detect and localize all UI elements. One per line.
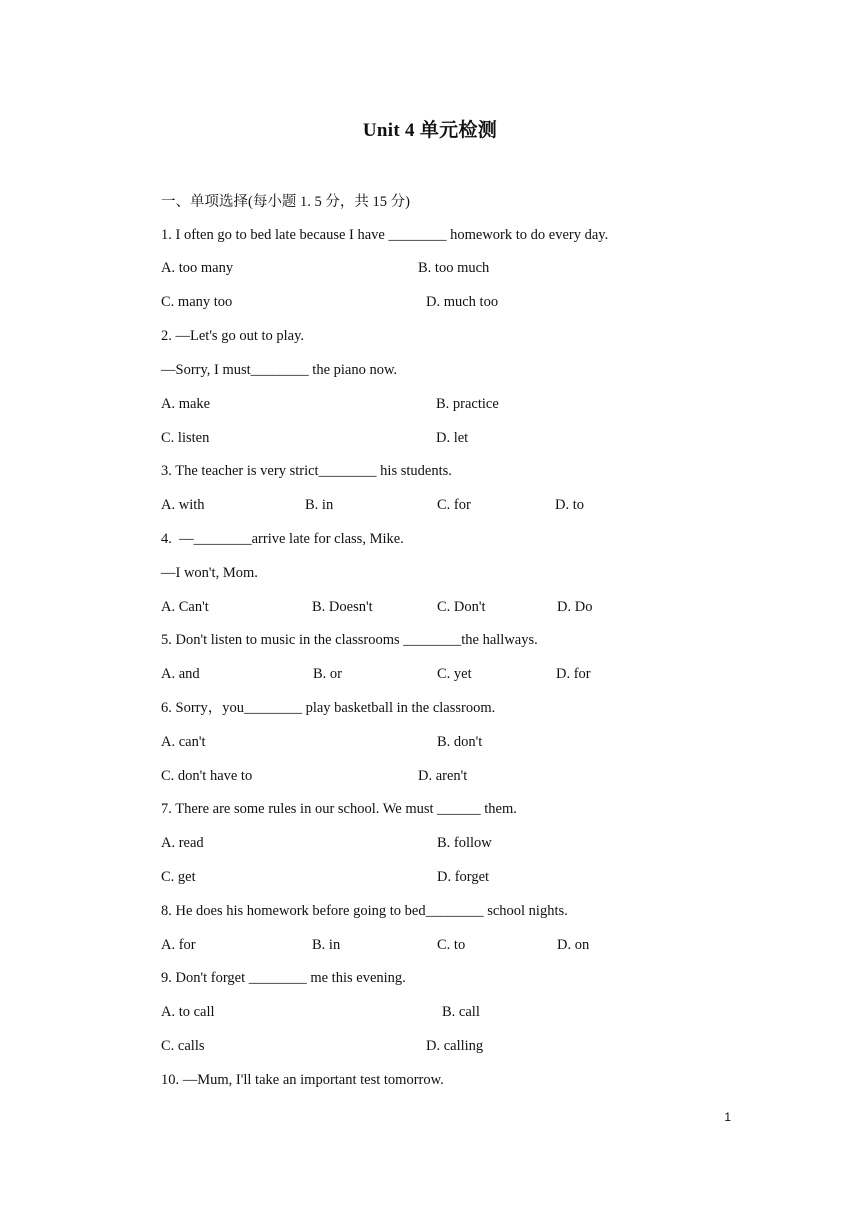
option-a: A. can't bbox=[161, 734, 206, 750]
option-d: D. let bbox=[436, 430, 469, 446]
option-a: A. make bbox=[161, 396, 211, 412]
option-c: C. to bbox=[437, 937, 466, 953]
section-heading: 一、单项选择(每小题 1. 5 分，共 15 分) bbox=[161, 194, 410, 210]
option-d: D. aren't bbox=[418, 768, 468, 784]
option-a: A. read bbox=[161, 835, 204, 851]
question-stem: 8. He does his homework before going to bed________ school nights. bbox=[161, 903, 568, 919]
page-title: Unit 4 单元检测 bbox=[362, 120, 498, 141]
question-stem: —Sorry, I must________ the piano now. bbox=[161, 362, 398, 378]
option-a: A. too many bbox=[161, 260, 234, 276]
option-c: C. get bbox=[161, 869, 196, 885]
option-b: B. don't bbox=[437, 734, 483, 750]
question-stem: 3. The teacher is very strict________ his students. bbox=[161, 463, 452, 479]
option-d: D. to bbox=[555, 497, 584, 513]
option-a: A. Can't bbox=[161, 599, 209, 615]
question-stem: 6. Sorry，you________ play basketball in the classroom. bbox=[161, 700, 496, 716]
option-d: D. forget bbox=[437, 869, 490, 885]
option-c: C. don't have to bbox=[161, 768, 253, 784]
option-c: C. listen bbox=[161, 430, 210, 446]
question-stem: 2. —Let's go out to play. bbox=[161, 328, 305, 344]
option-b: B. Doesn't bbox=[312, 599, 373, 615]
option-c: C. yet bbox=[437, 666, 472, 682]
question-stem: 5. Don't listen to music in the classrooms ________the hallways. bbox=[161, 632, 538, 648]
option-a: A. to call bbox=[161, 1004, 215, 1020]
page-number: 1 bbox=[724, 1110, 731, 1124]
option-b: B. or bbox=[313, 666, 342, 682]
option-b: B. too much bbox=[418, 260, 490, 276]
option-b: B. practice bbox=[436, 396, 499, 412]
option-d: D. on bbox=[557, 937, 590, 953]
option-c: C. Don't bbox=[437, 599, 486, 615]
question-stem: —I won't, Mom. bbox=[161, 565, 258, 581]
option-d: D. for bbox=[556, 666, 591, 682]
option-a: A. for bbox=[161, 937, 196, 953]
option-d: D. Do bbox=[557, 599, 593, 615]
option-c: C. many too bbox=[161, 294, 233, 310]
question-stem: 9. Don't forget ________ me this evening. bbox=[161, 970, 406, 986]
question-stem: 10. —Mum, I'll take an important test tomorrow. bbox=[161, 1072, 444, 1088]
question-stem: 1. I often go to bed late because I have ________ homework to do every day. bbox=[161, 227, 609, 243]
option-b: B. call bbox=[442, 1004, 480, 1020]
question-stem: 4. —________arrive late for class, Mike. bbox=[161, 531, 404, 547]
option-a: A. and bbox=[161, 666, 200, 682]
option-d: D. calling bbox=[426, 1038, 484, 1054]
option-b: B. in bbox=[312, 937, 341, 953]
option-d: D. much too bbox=[426, 294, 499, 310]
question-stem: 7. There are some rules in our school. We must ______ them. bbox=[161, 801, 517, 817]
option-c: C. for bbox=[437, 497, 471, 513]
option-a: A. with bbox=[161, 497, 205, 513]
option-b: B. follow bbox=[437, 835, 492, 851]
option-c: C. calls bbox=[161, 1038, 205, 1054]
option-b: B. in bbox=[305, 497, 334, 513]
